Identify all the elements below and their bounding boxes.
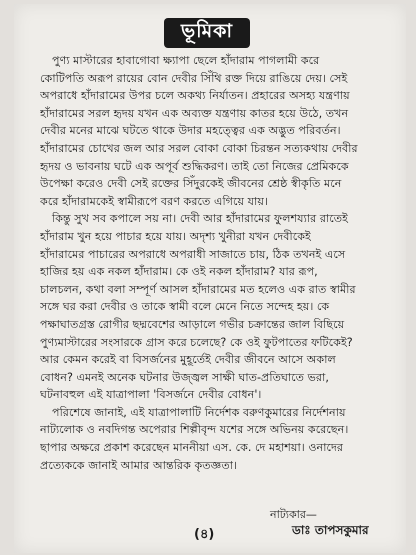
- text-line: প্রত্যেককে জানাই আমার আন্তরিক কৃতজ্ঞতা।: [40, 458, 238, 472]
- text-line: হাঁদারামের পাচারের অপরাধে অপরাধী সাজাতে চায়, ঠিক তখনই এসে: [40, 247, 346, 261]
- paragraph-1: [40, 52, 386, 210]
- text-line: পরিশেষে জানাই, এই যাত্রাপালাটি নির্দেশক বরুণকুমারের নির্দেশনায়: [52, 405, 346, 419]
- page-title: ভূমিকা: [164, 18, 250, 48]
- paragraph-2: [40, 210, 386, 404]
- text-line: বোধন? এমনই অনেক ঘটনার উজ্জ্বল সাক্ষী ঘাত-প্রতিঘাতে ভরা,: [40, 370, 329, 384]
- text-line: হাঁদারামের সরল হৃদয় যখন এক অব্যক্ত যন্ত্রণায় কাতর হয়ে উঠে, তখন: [40, 106, 349, 120]
- text-line: করে হাঁদারামকেই স্বামীরূপে বরণ করতে এগিয়ে যায়।: [40, 194, 268, 208]
- signoff-label: নাট্যকার—: [270, 508, 317, 521]
- text-line: চালচলন, কথা বলা সম্পূর্ণ আসল হাঁদারামের মত হলেও এক রাত স্বামীর: [40, 282, 356, 296]
- book-page: [14, 4, 406, 553]
- text-line: নাট্যলোক ও নবদিগন্ত অপেরার শিল্পীবৃন্দ যশের সঙ্গে অভিনয় করেছেন।: [40, 423, 349, 437]
- author-name: ডাঃ তাপসকুমার: [292, 523, 369, 537]
- text-line: অপরাধে হাঁদারামের উপর চলে অকথ্য নির্যাতন। প্রহারের অসহ্য যন্ত্রণায়: [40, 89, 350, 103]
- text-line: আর কেমন করেই বা বিসর্জনের মুহূর্তেই দেবীর জীবনে আসে অকাল: [40, 353, 336, 367]
- text-line: ঘটনাবহুল এই যাত্রাপালা 'বিসর্জনে দেবীর বোধন'।: [40, 388, 262, 402]
- paragraph-3: [40, 404, 386, 474]
- text-line: ছাপার অক্ষরে প্রকাশ করেছেন মাননীয়া এস. কে. দে মহাশয়া। ওনাদের: [40, 441, 344, 455]
- text-line: হৃদয় ও ভাবনায় ঘটে এক অপূর্ব শুদ্ধিকরণ। তাই তো নিজের প্রেমিককে: [40, 159, 349, 173]
- text-line: পুণ্য মাস্টারের হাবাগোবা ক্ষ্যাপা ছেলে হাঁদারাম পাগলামী করে: [52, 54, 320, 67]
- page-number: (৪): [194, 527, 215, 542]
- text-line: হাঁদারামের চোখের জল আর সরল বোকা বোকা চিরন্তন সত্যকথায় দেবীর: [40, 141, 358, 155]
- text-line: পুণ্যমাস্টারের সংসারকে গ্রাস করে চলেছে? কে ওই ফুটপাতের ফটিকেই?: [40, 335, 353, 349]
- text-line: কিন্তু সুখ সব কপালে সয় না। দেবী আর হাঁদারামের ফুলশয্যার রাতেই: [52, 212, 348, 226]
- text-line: সঙ্গে ঘর করা দেবীর ও তাকে স্বামী বলে মেনে নিতে সন্দেহ হয়। কে: [40, 300, 330, 314]
- text-line: হাঁদারাম খুন হয়ে পাচার হয়ে যায়। অদৃশ্য খুনীরা যখন দেবীকেই: [40, 229, 311, 243]
- text-line: কোটিপতি অরূপ রায়ের বোন দেবীর সিঁথি রক্ত দিয়ে রাঙিয়ে দেয়। সেই: [40, 71, 348, 85]
- text-line: উপেক্ষা করেও দেবী সেই রক্তের সিঁদুরকেই জীবনের শ্রেষ্ঠ স্বীকৃতি মনে: [40, 177, 342, 191]
- text-line: পক্ষাঘাতগ্রস্ত রোগীর ছদ্মবেশের আড়ালে গভীর চক্রান্তের জাল বিছিয়ে: [40, 317, 345, 331]
- text-line: দেবীর মনের মাঝে ঘটতে থাকে উদার মহত্ত্বের এক অদ্ভুত পরিবর্তন।: [40, 124, 341, 138]
- preface-text: [40, 52, 386, 474]
- text-line: হাজির হয় এক নকল হাঁদারাম। কে ওই নকল হাঁদারাম? যার রূপ,: [40, 265, 318, 279]
